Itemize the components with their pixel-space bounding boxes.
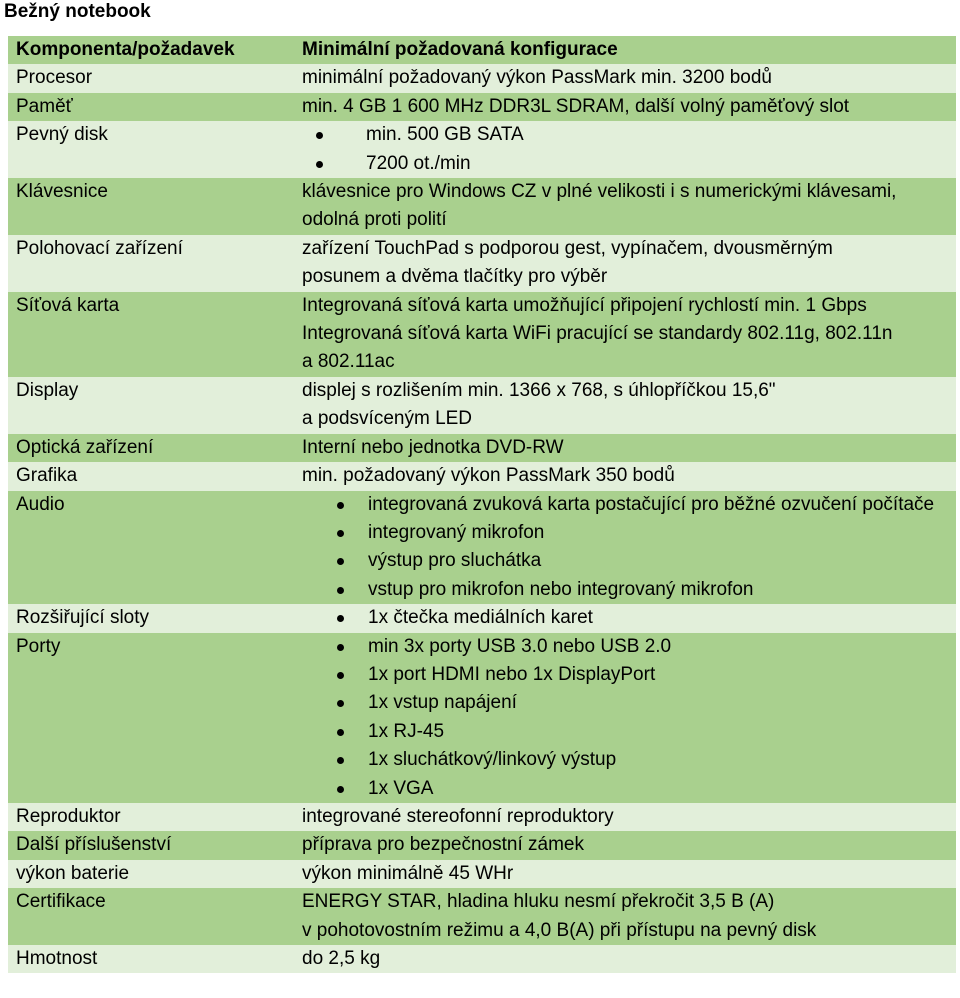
row-key: Klávesnice bbox=[8, 178, 294, 235]
row-key: Hmotnost bbox=[8, 945, 294, 973]
table-row bbox=[8, 491, 956, 605]
value-line: výkon minimálně 45 WHr bbox=[302, 862, 514, 884]
row-value bbox=[294, 945, 956, 973]
row-key: Porty bbox=[8, 633, 294, 803]
bullet-item: min 3x porty USB 3.0 nebo USB 2.0 bbox=[302, 633, 948, 661]
header-value: Minimální požadovaná konfigurace bbox=[294, 36, 956, 64]
value-line: Interní nebo jednotka DVD-RW bbox=[302, 436, 564, 458]
row-key: Další příslušenství bbox=[8, 831, 294, 859]
value-line: posunem a dvěma tlačítky pro výběr bbox=[302, 266, 608, 288]
row-value bbox=[294, 64, 956, 92]
value-line: v pohotovostním režimu a 4,0 B(A) při přístupu na pevný disk bbox=[302, 919, 817, 941]
header-key: Komponenta/požadavek bbox=[8, 36, 294, 64]
table-row bbox=[8, 178, 956, 235]
document-title: Bežný notebook bbox=[4, 1, 151, 22]
row-key: Paměť bbox=[8, 93, 294, 121]
row-value bbox=[294, 292, 956, 377]
row-key: Polohovací zařízení bbox=[8, 235, 294, 292]
value-line: do 2,5 kg bbox=[302, 948, 381, 969]
bullet-item: integrovaná zvuková karta postačující pro běžné ozvučení počítače bbox=[302, 491, 948, 519]
value-line: integrované stereofonní reproduktory bbox=[302, 805, 614, 827]
value-line: min. požadovaný výkon PassMark 350 bodů bbox=[302, 465, 675, 487]
bullet-item: min. 500 GB SATA bbox=[302, 121, 948, 149]
row-key: Síťová karta bbox=[8, 292, 294, 377]
table-row bbox=[8, 235, 956, 292]
table-row bbox=[8, 888, 956, 945]
table-row bbox=[8, 121, 956, 178]
bullet-item: 1x VGA bbox=[302, 775, 948, 803]
row-key: Procesor bbox=[8, 64, 294, 92]
value-line: Integrovaná síťová karta WiFi pracující se standardy 802.11g, 802.11n bbox=[302, 323, 893, 345]
bullet-list bbox=[302, 121, 948, 178]
bullet-item: 1x sluchátkový/linkový výstup bbox=[302, 746, 948, 774]
row-key: Display bbox=[8, 377, 294, 434]
table-row bbox=[8, 803, 956, 831]
row-key: Certifikace bbox=[8, 888, 294, 945]
table-row bbox=[8, 945, 956, 973]
value-line: a podsvíceným LED bbox=[302, 408, 473, 430]
row-key: Reproduktor bbox=[8, 803, 294, 831]
bullet-item: 7200 ot./min bbox=[302, 150, 948, 178]
table-row bbox=[8, 377, 956, 434]
row-key: Audio bbox=[8, 491, 294, 605]
value-line: klávesnice pro Windows CZ v plné velikosti i s numerickými klávesami, bbox=[302, 181, 897, 203]
row-value bbox=[294, 434, 956, 462]
table-row bbox=[8, 292, 956, 377]
bullet-item: 1x čtečka mediálních karet bbox=[302, 604, 948, 632]
table-header-row bbox=[8, 36, 956, 64]
row-value bbox=[294, 860, 956, 888]
row-key: Rozšiřující sloty bbox=[8, 604, 294, 632]
table-row bbox=[8, 604, 956, 632]
value-line: ENERGY STAR, hladina hluku nesmí překročit 3,5 B (A) bbox=[302, 891, 775, 913]
value-line: příprava pro bezpečnostní zámek bbox=[302, 834, 584, 856]
row-value bbox=[294, 121, 956, 178]
value-line: a 802.11ac bbox=[302, 351, 395, 373]
value-line: minimální požadovaný výkon PassMark min. 3200 bodů bbox=[302, 67, 772, 89]
row-key: Grafika bbox=[8, 462, 294, 490]
row-value bbox=[294, 604, 956, 632]
bullet-item: výstup pro sluchátka bbox=[302, 547, 948, 575]
table-row bbox=[8, 860, 956, 888]
row-value bbox=[294, 633, 956, 803]
bullet-list bbox=[302, 633, 948, 803]
value-line: Integrovaná síťová karta umožňující připojení rychlostí min. 1 Gbps bbox=[302, 294, 867, 316]
bullet-item: 1x RJ-45 bbox=[302, 718, 948, 746]
row-key: Optická zařízení bbox=[8, 434, 294, 462]
bullet-item: vstup pro mikrofon nebo integrovaný mikrofon bbox=[302, 576, 948, 604]
row-value bbox=[294, 803, 956, 831]
row-key: výkon baterie bbox=[8, 860, 294, 888]
row-value bbox=[294, 888, 956, 945]
spec-table bbox=[8, 36, 956, 973]
row-value bbox=[294, 462, 956, 490]
table-row bbox=[8, 462, 956, 490]
row-value bbox=[294, 377, 956, 434]
table-row bbox=[8, 831, 956, 859]
value-line: zařízení TouchPad s podporou gest, vypínačem, dvousměrným bbox=[302, 237, 833, 259]
bullet-item: 1x port HDMI nebo 1x DisplayPort bbox=[302, 661, 948, 689]
row-value bbox=[294, 831, 956, 859]
bullet-list bbox=[302, 491, 948, 605]
bullet-item: 1x vstup napájení bbox=[302, 689, 948, 717]
row-value bbox=[294, 178, 956, 235]
row-value bbox=[294, 491, 956, 605]
table-row bbox=[8, 633, 956, 803]
row-value bbox=[294, 235, 956, 292]
bullet-item: integrovaný mikrofon bbox=[302, 519, 948, 547]
row-value bbox=[294, 93, 956, 121]
value-line: odolná proti polití bbox=[302, 209, 447, 231]
value-line: displej s rozlišením min. 1366 x 768, s úhlopříčkou 15,6" bbox=[302, 379, 776, 401]
row-key: Pevný disk bbox=[8, 121, 294, 178]
table-row bbox=[8, 93, 956, 121]
value-line: min. 4 GB 1 600 MHz DDR3L SDRAM, další volný paměťový slot bbox=[302, 95, 850, 117]
table-row bbox=[8, 434, 956, 462]
table-row bbox=[8, 64, 956, 92]
bullet-list bbox=[302, 604, 948, 632]
